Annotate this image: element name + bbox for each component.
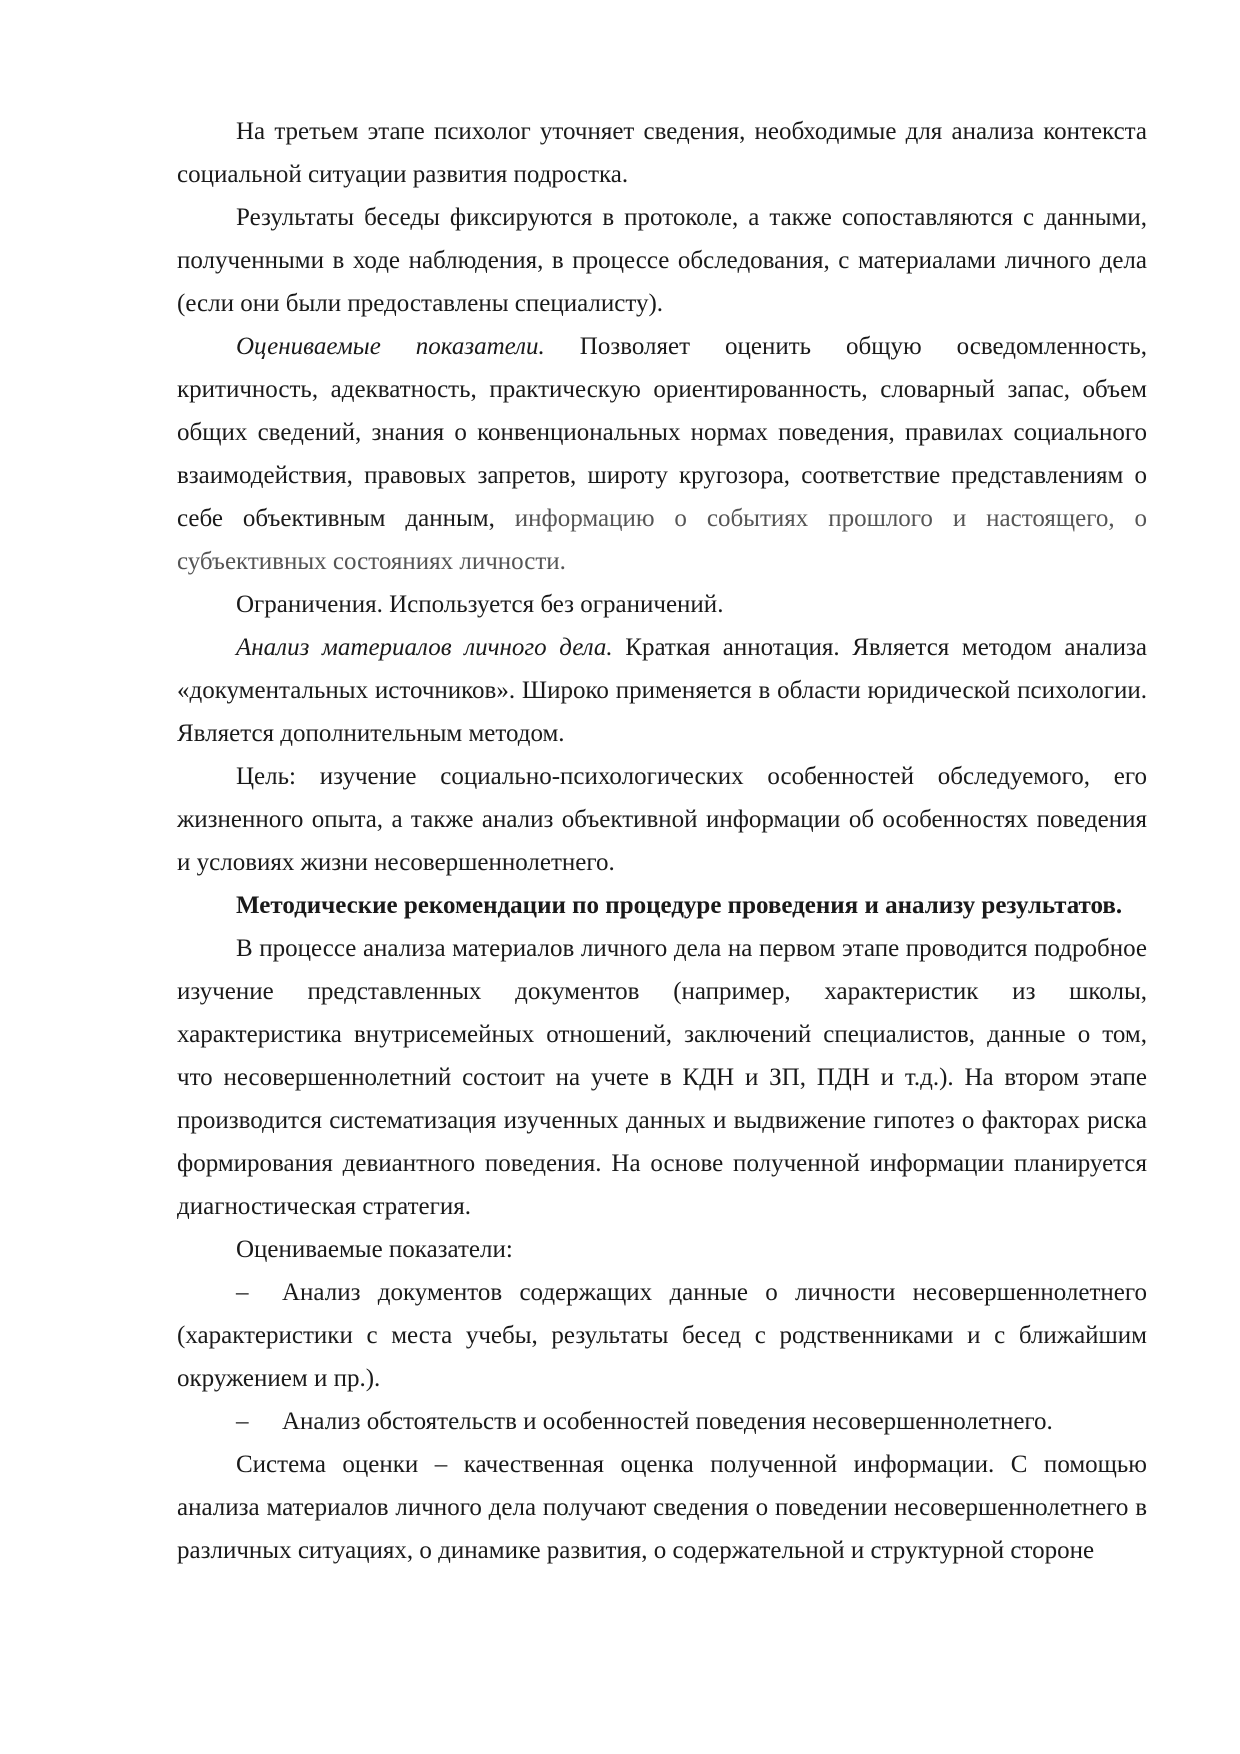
document-page: [177, 110, 1147, 1572]
file-analysis-label: Анализ материалов личного дела.: [236, 634, 613, 661]
list-item-text: Анализ обстоятельств и особенностей поведения несовершеннолетнего.: [282, 1408, 1053, 1435]
dash-marker: –: [236, 1279, 249, 1306]
indicators-label: Оцениваемые показатели.: [236, 333, 545, 360]
section-heading: Методические рекомендации по процедуре проведения и анализу результатов.: [236, 892, 1123, 919]
dash-marker: –: [236, 1408, 249, 1435]
paragraph-process: В процессе анализа материалов личного дела на первом этапе проводится подробное изучение представленных документов (например, характеристик из школы, характеристика внутрисемейных отношений, заключений специалистов, данные о том, что несовершеннолетний состоит на учете в КДН и ЗП, ПДН и т.д.). На втором этапе производится систематизация изученных данных и выдвижение гипотез о факторах риска формирования девиантного поведения. На основе полученной информации планируется диагностическая стратегия.: [177, 935, 1147, 1220]
indicators-text: Позволяет оценить общую осведомленность, критичность, адекватность, практическую ориентированность, словарный запас, объем общих сведений, знания о конвенциональных нормах поведения, правилах социального взаимодействия, правовых запретов, широту кругозора, соответствие представлениям о себе объективным данным,: [177, 333, 1147, 532]
paragraph-indicators-list-title: Оцениваемые показатели:: [236, 1236, 513, 1263]
list-item-text: Анализ документов содержащих данные о личности несовершеннолетнего (характеристики с места учебы, результаты бесед с родственниками и с ближайшим окружением и пр.).: [177, 1279, 1147, 1392]
paragraph-evaluation-system: Система оценки – качественная оценка полученной информации. С помощью анализа материалов личного дела получают сведения о поведении несовершеннолетнего в различных ситуациях, о динамике развития, о содержательной и структурной стороне: [177, 1451, 1147, 1564]
paragraph-third-stage: На третьем этапе психолог уточняет сведения, необходимые для анализа контекста социальной ситуации развития подростка.: [177, 118, 1147, 188]
file-analysis-text: Краткая аннотация. Является методом анализа «документальных источников». Широко применяется в области юридической психологии. Является дополнительным методом.: [177, 634, 1147, 747]
paragraph-goal: Цель: изучение социально-психологических особенностей обследуемого, его жизненного опыта, а также анализ объективной информации об особенностях поведения и условиях жизни несовершеннолетнего.: [177, 763, 1147, 876]
paragraph-results: Результаты беседы фиксируются в протоколе, а также сопоставляются с данными, полученными в ходе наблюдения, в процессе обследования, с материалами личного дела (если они были предоставлены специалисту).: [177, 204, 1147, 317]
paragraph-indicators: [177, 325, 1147, 583]
list-item: [177, 1271, 1147, 1400]
paragraph-file-analysis: [177, 626, 1147, 755]
paragraph-limitations: Ограничения. Используется без ограничений.: [236, 591, 724, 618]
list-item: [177, 1400, 1147, 1443]
indicators-text-grey: информацию о событиях прошлого и настоящего, о субъективных состояниях личности.: [177, 505, 1148, 575]
